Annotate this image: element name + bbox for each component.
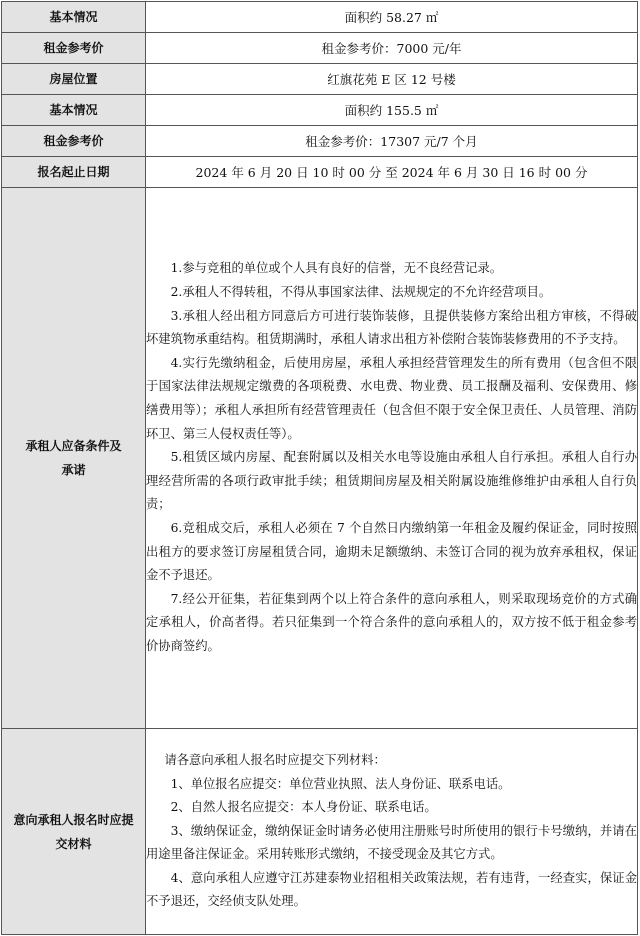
registration-period-value: 2024 年 6 月 20 日 10 时 00 分 至 2024 年 6 月 30 日 16 时 00 分 bbox=[146, 157, 638, 188]
basic-info-row bbox=[2, 2, 638, 33]
rent-reference-label: 租金参考价 bbox=[2, 33, 146, 64]
materials-label bbox=[2, 729, 146, 935]
materials-content bbox=[146, 729, 638, 935]
basic-info-value: 面积约 58.27 ㎡ bbox=[146, 2, 638, 33]
basic-info-row bbox=[2, 95, 638, 126]
registration-period-label: 报名起止日期 bbox=[2, 157, 146, 188]
conditions-content bbox=[146, 188, 638, 729]
conditions-label bbox=[2, 188, 146, 729]
materials-label-text: 意向承租人报名时应提交材料 bbox=[13, 812, 134, 851]
basic-info-label: 基本情况 bbox=[2, 2, 146, 33]
condition-item: 5.租赁区域内房屋、配套附属以及相关水电等设施由承租人自行承担。承租人自行办理经营所需的各项行政审批手续；租赁期间房屋及相关附属设施维修维护由承租人自行负责； bbox=[146, 450, 637, 512]
rent-reference-row bbox=[2, 33, 638, 64]
conditions-label-text: 承租人应备条件及承诺 bbox=[25, 439, 122, 477]
condition-item: 7.经公开征集，若征集到两个以上符合条件的意向承租人，则采取现场竞价的方式确定承租人，价高者得。若只征集到一个符合条件的意向承租人的，双方按不低于租金参考价协商签约。 bbox=[146, 591, 637, 653]
location-row bbox=[2, 64, 638, 95]
location-label: 房屋位置 bbox=[2, 64, 146, 95]
rent-reference-label: 租金参考价 bbox=[2, 126, 146, 157]
rent-reference-value: 租金参考价：17307 元/7 个月 bbox=[146, 126, 638, 157]
basic-info-label: 基本情况 bbox=[2, 95, 146, 126]
material-item: 3、缴纳保证金，缴纳保证金时请务必使用注册账号时所使用的银行卡号缴纳，并请在用途里备注保证金。采用转账形式缴纳，不接受现金及其它方式。 bbox=[146, 823, 637, 862]
condition-item: 4.实行先缴纳租金，后使用房屋，承租人承担经营管理发生的所有费用（包含但不限于国家法律法规规定缴费的各项税费、水电费、物业费、员工报酬及福利、安保费用、修缮费用等）；承租人承担所有经营管理责任（包含但不限于安全保卫责任、人员管理、消防环卫、第三人侵权责任等）。 bbox=[146, 355, 637, 441]
condition-item: 2.承租人不得转租，不得从事国家法律、法规规定的不允许经营项目。 bbox=[170, 285, 552, 300]
condition-item: 6.竞租成交后，承租人必须在 7 个自然日内缴纳第一年租金及履约保证金，同时按照出租方的要求签订房屋租赁合同，逾期未足额缴纳、未签订合同的视为放弃承租权，保证金不予退还。 bbox=[146, 520, 637, 583]
material-item: 2、自然人报名应提交：本人身份证、联系电话。 bbox=[170, 800, 437, 815]
materials-row bbox=[2, 729, 638, 935]
location-value: 红旗花苑 E 区 12 号楼 bbox=[146, 64, 638, 95]
rent-reference-value: 租金参考价：7000 元/年 bbox=[146, 33, 638, 64]
material-item: 1、单位报名应提交：单位营业执照、法人身份证、联系电话。 bbox=[170, 776, 511, 791]
material-item: 4、意向承租人应遵守江苏建泰物业招租相关政策法规，若有违背，一经查实，保证金不予退还，交经侦支队处理。 bbox=[146, 870, 637, 909]
materials-intro: 请各意向承租人报名时应提交下列材料： bbox=[164, 752, 386, 767]
condition-item: 3.承租人经出租方同意后方可进行装饰装修，且提供装修方案给出租方审核，不得破坏建筑物承重结构。租赁期满时，承租人请求出租方补偿附合装饰装修费用的不予支持。 bbox=[146, 308, 637, 347]
basic-info-value: 面积约 155.5 ㎡ bbox=[146, 95, 638, 126]
condition-item: 1.参与竞租的单位或个人具有良好的信誉，无不良经营记录。 bbox=[170, 261, 503, 276]
rental-info-table bbox=[1, 1, 638, 935]
rent-reference-row bbox=[2, 126, 638, 157]
conditions-row bbox=[2, 188, 638, 729]
registration-period-row bbox=[2, 157, 638, 188]
